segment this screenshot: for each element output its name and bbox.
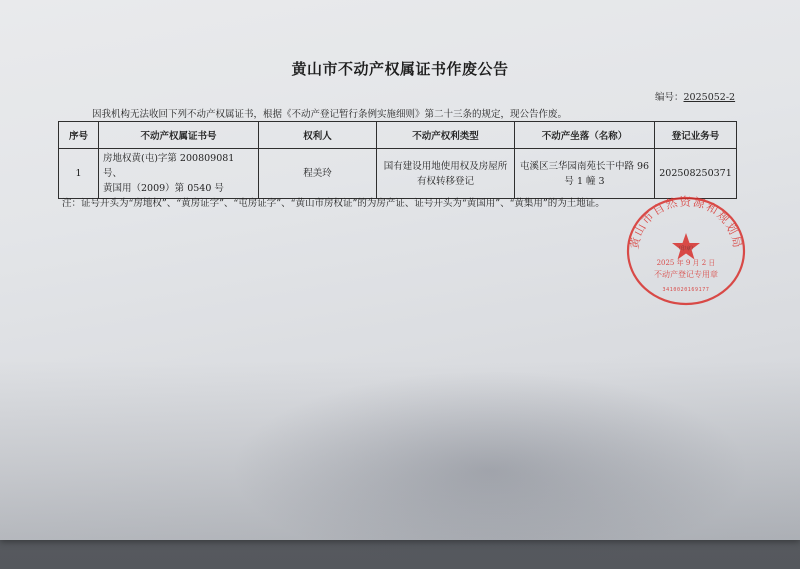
intro-text: 因我机构无法收回下列不动产权属证书，根据《不动产登记暂行条例实施细则》第二十三条的规定，现公告作废。	[92, 109, 568, 120]
seal-purpose: 不动产登记专用章	[654, 270, 718, 279]
page-title: 黄山市不动产权属证书作废公告	[291, 60, 509, 78]
seal-org-name-path: 黄山市自然资源和规划局	[626, 194, 746, 251]
seal-serial: 3410020169177	[662, 287, 710, 293]
header-owner: 权利人	[259, 122, 377, 149]
footnote: 注：证号开头为“房地权”、“黄房证字”、“屯房证字”、“黄山市房权证”的为房产证、证号开头为“黄国用”、“黄集用”的为土地证。	[62, 198, 605, 209]
cell-index: 1	[59, 149, 99, 199]
cell-right-type	[377, 149, 515, 199]
cert-line-1: 房地权黄(屯)字第 200809081 号、	[103, 153, 235, 179]
official-seal	[623, 193, 749, 309]
right-type-line-2: 有权转移登记	[416, 175, 474, 187]
cell-business-number: 202508250371	[655, 149, 737, 199]
header-business-number: 登记业务号	[655, 122, 737, 149]
lighting-shadow	[230, 370, 750, 569]
seal-date: 2025 年 9 月 2 日	[656, 259, 716, 267]
document-number-label: 编号：	[655, 92, 684, 103]
location-line-1: 屯溪区三华园南苑长干中路 96	[519, 160, 650, 172]
header-right-type: 不动产权利类型	[377, 122, 515, 149]
certificate-table	[58, 121, 737, 199]
table-row	[59, 149, 737, 199]
document-number	[655, 89, 735, 103]
table-header-row	[59, 122, 737, 149]
right-type-line-1: 国有建设用地使用权及房屋所	[383, 160, 508, 172]
paper-shade	[0, 360, 800, 540]
cell-certificate-number	[99, 149, 259, 199]
header-certificate-number: 不动产权属证书号	[99, 122, 259, 149]
cell-owner: 程美玲	[259, 149, 377, 199]
cert-line-2: 黄国用（2009）第 0540 号	[103, 183, 224, 194]
header-location: 不动产坐落（名称）	[515, 122, 655, 149]
cell-location	[515, 149, 655, 199]
header-index: 序号	[59, 122, 99, 149]
document-number-value: 2025052-2	[683, 92, 736, 103]
seal-center-label: （印章）	[675, 246, 697, 252]
location-line-2: 号 1 幢 3	[564, 175, 605, 187]
